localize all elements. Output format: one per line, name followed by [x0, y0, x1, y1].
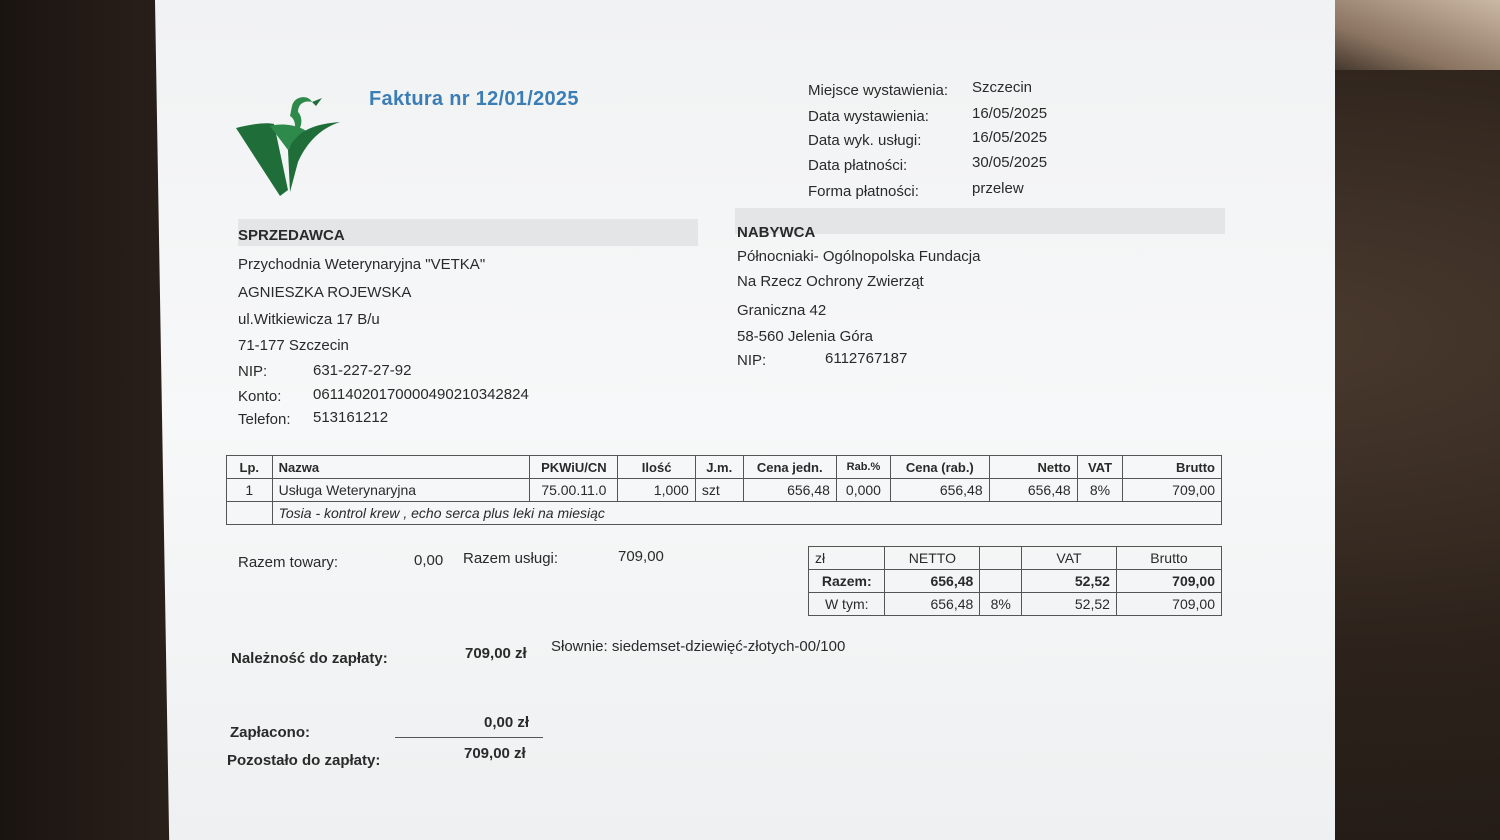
summary-gross-header: Brutto: [1116, 547, 1221, 570]
row-lp: 1: [227, 479, 273, 502]
summary-total-gross: 709,00: [1116, 570, 1221, 593]
items-table: [226, 455, 1222, 525]
meta-value-place: Szczecin: [972, 79, 1033, 96]
amount-due: 709,00 zł: [465, 645, 527, 662]
buyer-street: Graniczna 42: [737, 302, 827, 319]
remaining-amount: 709,00 zł: [464, 745, 526, 762]
summary-incl-rate: 8%: [980, 593, 1022, 616]
goods-total: 0,00: [414, 552, 444, 569]
meta-label-issue-date: Data wystawienia:: [808, 108, 929, 125]
row-net: 656,48: [989, 479, 1077, 502]
row-unit: szt: [695, 479, 743, 502]
meta-value-issue-date: 16/05/2025: [972, 105, 1048, 122]
items-header-row: [227, 456, 1222, 479]
summary-total-rate: [980, 570, 1022, 593]
col-name: Nazwa: [272, 456, 530, 479]
meta-label-place: Miejsce wystawienia:: [808, 82, 949, 99]
row-vat: 8%: [1077, 479, 1123, 502]
seller-street: ul.Witkiewicza 17 B/u: [238, 311, 380, 328]
row-name: Usługa Weterynaryjna: [272, 479, 530, 502]
summary-table: [808, 546, 1222, 616]
buyer-name-1: Północniaki- Ogólnopolska Fundacja: [737, 248, 981, 265]
seller-owner: AGNIESZKA ROJEWSKA: [238, 284, 412, 301]
seller-city: 71-177 Szczecin: [238, 337, 349, 354]
seller-phone-label: Telefon:: [238, 411, 291, 428]
seller-nip: 631-227-27-92: [313, 362, 412, 379]
item-note: Tosia - kontrol krew , echo serca plus leki na miesiąc: [272, 502, 1221, 525]
table-row: [227, 479, 1222, 502]
col-discount: Rab.%: [836, 456, 890, 479]
summary-total-row: [809, 570, 1222, 593]
seller-account: 06114020170000490210342824: [313, 386, 529, 403]
seller-name: Przychodnia Weterynaryjna "VETKA": [238, 256, 486, 273]
summary-header-row: [809, 547, 1222, 570]
col-qty: Ilość: [618, 456, 695, 479]
col-lp: Lp.: [227, 456, 273, 479]
meta-label-payment-date: Data płatności:: [808, 157, 908, 174]
col-price: Cena jedn.: [743, 456, 836, 479]
seller-heading: SPRZEDAWCA: [238, 227, 345, 244]
summary-total-net: 656,48: [885, 570, 980, 593]
table-note-row: [227, 502, 1222, 525]
meta-label-service-date: Data wyk. usługi:: [808, 132, 922, 149]
seller-nip-label: NIP:: [238, 363, 268, 380]
buyer-heading: NABYWCA: [737, 224, 816, 241]
col-gross: Brutto: [1123, 456, 1222, 479]
summary-incl-label: W tym:: [809, 593, 885, 616]
summary-total-label: Razem:: [809, 570, 885, 593]
paid-divider: [395, 737, 543, 738]
amount-in-words: Słownie: siedemset-dziewięć-złotych-00/100: [551, 638, 846, 655]
row-pkwiu: 75.00.11.0: [530, 479, 618, 502]
row-discount: 0,000: [836, 479, 890, 502]
vet-logo-icon: [232, 92, 344, 200]
amount-due-label: Należność do zapłaty:: [231, 650, 388, 667]
paid-label: Zapłacono:: [230, 724, 311, 741]
buyer-city: 58-560 Jelenia Góra: [737, 328, 873, 345]
paid-amount: 0,00 zł: [484, 714, 530, 731]
summary-rate-header: [980, 547, 1022, 570]
remaining-label: Pozostało do zapłaty:: [227, 752, 381, 769]
summary-total-vat: 52,52: [1022, 570, 1117, 593]
summary-incl-gross: 709,00: [1116, 593, 1221, 616]
row-price: 656,48: [743, 479, 836, 502]
summary-vat-header: VAT: [1022, 547, 1117, 570]
summary-incl-net: 656,48: [885, 593, 980, 616]
meta-value-payment-method: przelew: [972, 180, 1024, 197]
meta-label-payment-method: Forma płatności:: [808, 183, 919, 200]
buyer-name-2: Na Rzecz Ochrony Zwierząt: [737, 273, 924, 290]
row-price-disc: 656,48: [891, 479, 990, 502]
row-qty: 1,000: [618, 479, 695, 502]
col-price-disc: Cena (rab.): [891, 456, 990, 479]
summary-net-header: NETTO: [885, 547, 980, 570]
meta-value-payment-date: 30/05/2025: [972, 154, 1048, 171]
col-net: Netto: [989, 456, 1077, 479]
seller-phone: 513161212: [313, 409, 389, 426]
meta-value-service-date: 16/05/2025: [972, 129, 1048, 146]
note-spacer: [227, 502, 273, 525]
services-total-label: Razem usługi:: [463, 550, 559, 567]
buyer-nip: 6112767187: [825, 350, 908, 367]
col-pkwiu: PKWiU/CN: [530, 456, 618, 479]
buyer-nip-label: NIP:: [737, 352, 767, 369]
background-left: [0, 0, 170, 840]
col-vat: VAT: [1077, 456, 1123, 479]
summary-incl-vat: 52,52: [1022, 593, 1117, 616]
row-gross: 709,00: [1123, 479, 1222, 502]
services-total: 709,00: [618, 548, 664, 565]
col-unit: J.m.: [695, 456, 743, 479]
summary-incl-row: [809, 593, 1222, 616]
goods-total-label: Razem towary:: [238, 554, 339, 571]
seller-account-label: Konto:: [238, 388, 282, 405]
summary-currency: zł: [809, 547, 885, 570]
invoice-title: Faktura nr 12/01/2025: [369, 88, 579, 110]
